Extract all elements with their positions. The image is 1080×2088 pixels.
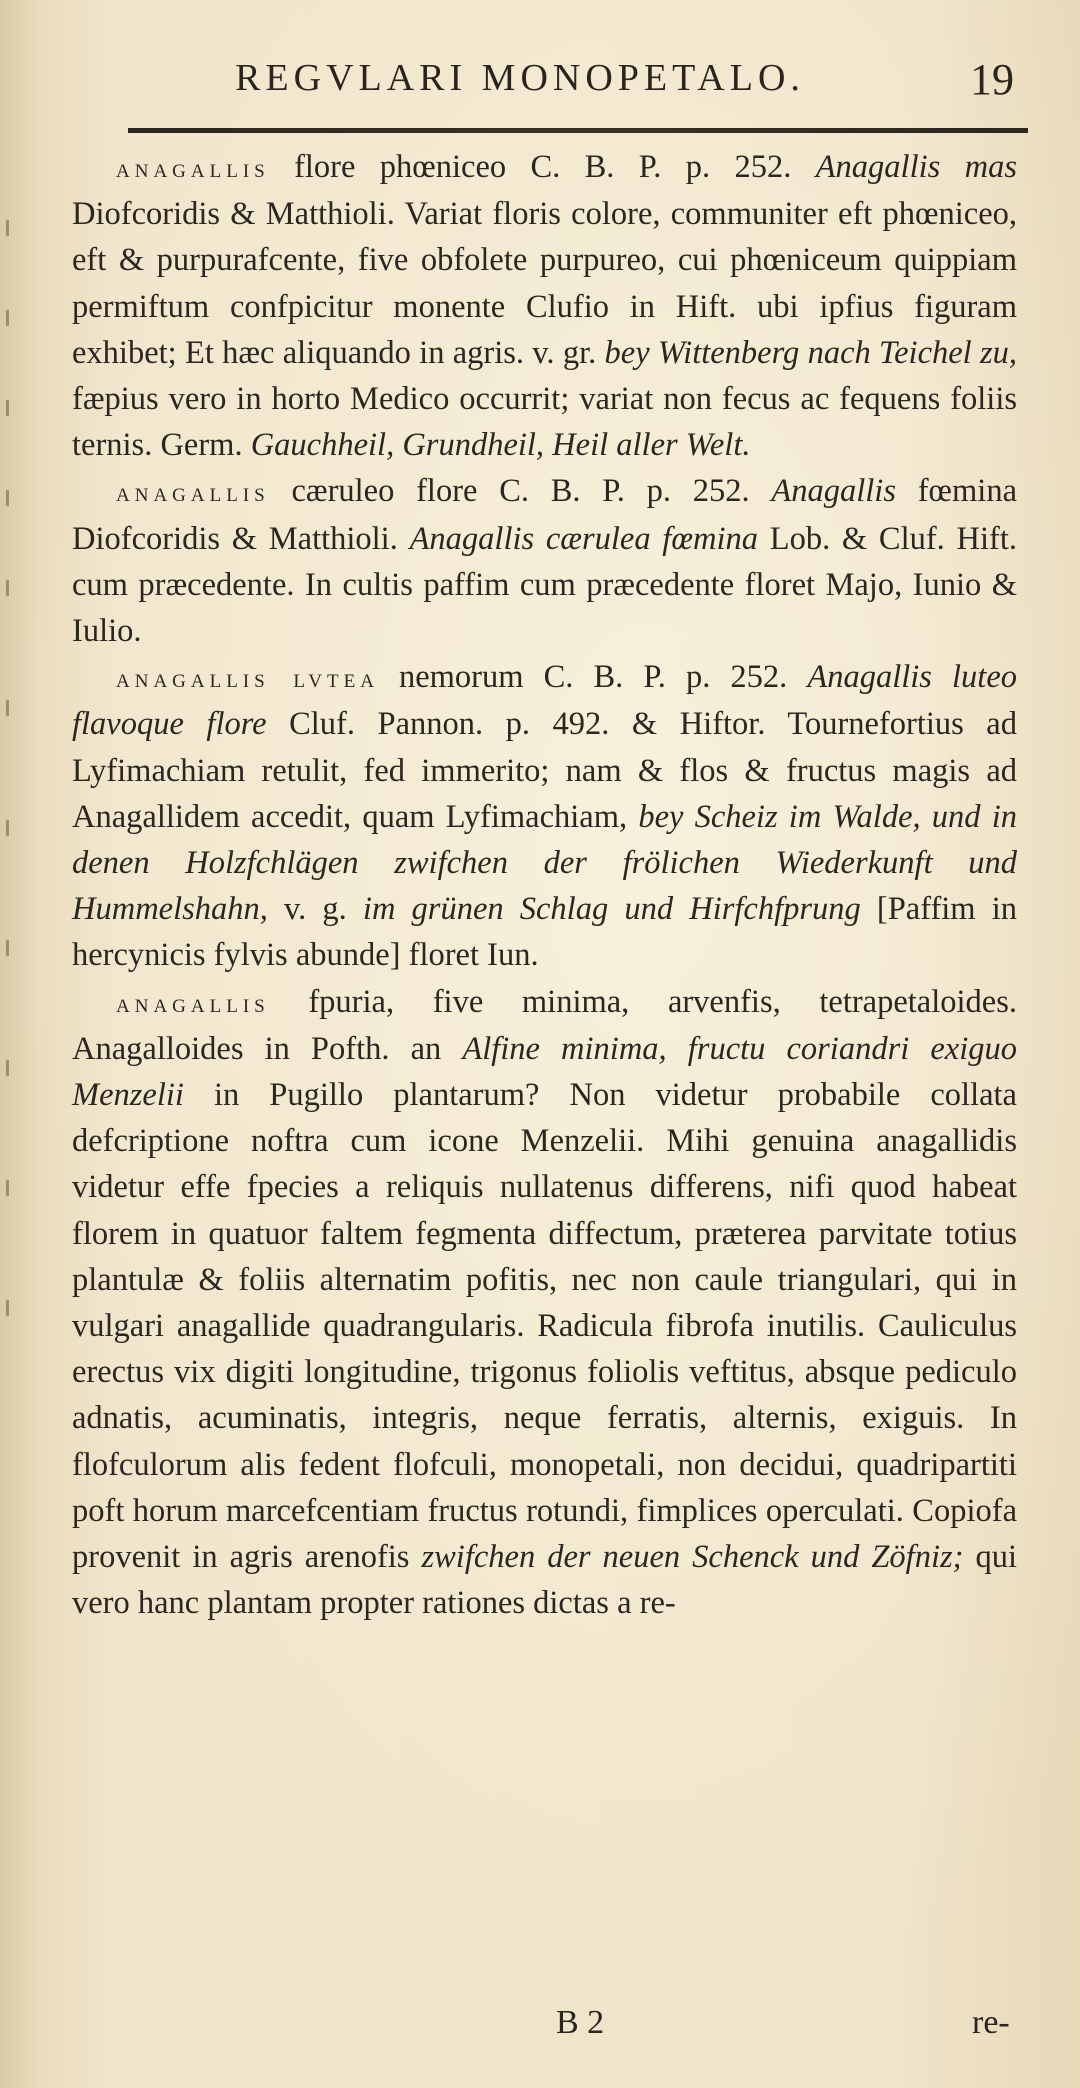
entry-heading: anagallis xyxy=(116,477,270,508)
italic-text: bey Wittenberg nach Teichel zu, xyxy=(604,334,1017,371)
paragraph xyxy=(72,468,1017,654)
italic-text: Anagallis mas xyxy=(815,149,1017,185)
gutter-mark xyxy=(6,700,9,716)
page-footer xyxy=(0,2004,1080,2054)
entry-heading: anagallis xyxy=(116,987,270,1018)
paragraph-text: nemorum C. B. P. p. 252. xyxy=(378,659,808,696)
italic-text: im grünen Schlag und Hirfchfprung xyxy=(362,891,861,928)
paragraph-text: fpuria, five minima, arvenfis, tetrapetaloides. Anagalloides in Pofth. an xyxy=(72,983,1017,1067)
paragraph-text: v. g. xyxy=(267,891,363,928)
paragraph-text: qui vero hanc plantam propter rationes dictas a re- xyxy=(72,1539,1018,1622)
paragraph-text: flore phœniceo C. B. P. p. 252. xyxy=(269,149,816,185)
paragraph xyxy=(72,979,1017,1627)
catchword: re- xyxy=(972,2004,1010,2041)
gutter-mark xyxy=(6,1060,9,1076)
paragraph xyxy=(72,144,1017,468)
gutter-mark xyxy=(6,400,9,416)
gutter-mark xyxy=(6,310,9,326)
italic-text: zwifchen der neuen Schenck und Zöfniz; xyxy=(421,1539,964,1576)
paragraph-text: [Paffim in hercynicis fylvis abunde] floret Iun. xyxy=(72,891,1017,974)
entry-heading: anagallis lvtea xyxy=(116,663,379,694)
gutter-mark xyxy=(6,490,9,506)
gutter-mark xyxy=(6,940,9,956)
gutter-mark xyxy=(6,580,9,596)
entry-heading: anagallis xyxy=(116,153,270,183)
gutter-mark xyxy=(6,1180,9,1196)
gutter-mark xyxy=(6,220,9,236)
signature-mark: B 2 xyxy=(556,2004,605,2041)
gutter-mark xyxy=(6,1300,9,1316)
italic-text: bey Scheiz im Walde, und in denen Holzfchlägen zwifchen der frölichen Wiederkunft und Hummelshahn, xyxy=(72,798,1018,928)
gutter-binding-marks xyxy=(0,180,28,1680)
paragraph xyxy=(72,654,1017,978)
paragraph-text: fæpius vero in horto Medico occurrit; variat non fecus ac fequens foliis ternis. Germ. xyxy=(72,381,1017,464)
running-title: REGVLARI MONOPETALO. xyxy=(235,57,805,99)
italic-text: Anagallis cærulea fœmina xyxy=(409,520,758,557)
gutter-mark xyxy=(6,820,9,836)
paragraph-text: fœmina Diofcoridis & Matthioli. xyxy=(72,473,1017,557)
paragraph-text: Diofcoridis & Matthioli. Variat floris colore, communiter eft phœniceo, eft & purpurafcente, five obfolete purpureo, cui phœniceum quippiam permiftum confpicitur monente Clufio in Hift. ubi ipfius figuram exhibet; Et hæc aliquando in agris. v. gr. xyxy=(72,196,1017,371)
paragraph-text: Lob. & Cluf. Hift. cum præcedente. In cultis paffim cum præcedente floret Majo, Iunio & Iulio. xyxy=(72,520,1018,650)
italic-text: Alfine minima, fructu coriandri exiguo Menzelii xyxy=(72,1030,1017,1114)
body-text xyxy=(72,144,1017,1627)
italic-text: Anagallis xyxy=(771,473,896,510)
italic-text: Anagallis luteo flavoque flore xyxy=(72,659,1017,743)
page-number: 19 xyxy=(970,55,1014,104)
italic-text: Gauchheil, Grundheil, Heil aller Welt. xyxy=(250,427,751,464)
paragraph-text: in Pugillo plantarum? Non videtur probabile collata defcriptione noftra cum icone Menzelii. Mihi genuina anagallidis videtur effe fpecies a reliquis nullatenus differens, nifi quod habeat florem in quatuor faltem fegmenta diffectum, præterea parvitate totius plantulæ & foliis alternatim pofitis, nec non caule triangulari, qui in vulgari anagallide quadrangularis. Radicula fibrofa inutilis. Cauliculus erectus vix digiti longitudine, trigonus foliolis veftitus, absque pediculo adnatis, acuminatis, integris, neque ferratis, alternis, exiguis. In flofculorum alis fedent flofculi, monopetali, non decidui, quadripartiti poft horum marcefcentiam fructus rotundi, fimplices operculati. Copiofa provenit in agris arenofis xyxy=(72,1077,1017,1576)
paragraph-text: cæruleo flore C. B. P. p. 252. xyxy=(269,473,772,510)
paragraph-text: Cluf. Pannon. p. 492. & Hiftor. Tournefortius ad Lyfimachiam retulit, fed immerito; nam & flos & fructus magis ad Anagallidem accedit, quam Lyfimachiam, xyxy=(72,706,1017,835)
header-rule xyxy=(128,128,1028,133)
